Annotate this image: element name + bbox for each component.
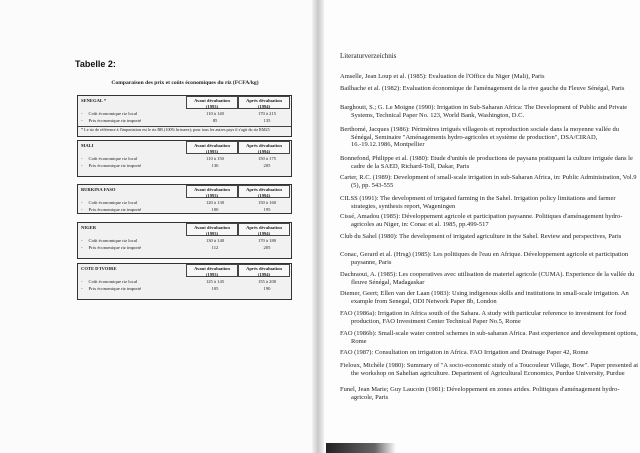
reference-entry: Dachraoui, A. (1985): Les cooperatives avec utilisation de materiel agricole (CUMA). Experience de la vallée du fleuve Sénégal, Madagaskar [340, 271, 635, 286]
reference-entry: Fieloux, Michèle (1980): Summary of "A socio-economic study of a Toucouleur Village, Bow". Paper presented at the workshop on Sahelian agriculture. Department of Agricultural Economics, Purdue University, Purdue [340, 362, 639, 377]
table-row: - Coût économique riz local 110 à 140 170 à 215 [81, 111, 291, 117]
column-header: Avant dévaluation (1993) [186, 96, 238, 109]
table-row: - Coût économique riz local 130 à 140 170 à 180 [81, 238, 291, 244]
reference-entry: FAO (1987): Consultation on irrigation in Africa. FAO Irrigation and Drainage Paper 42, Rome [340, 349, 589, 356]
country-table [77, 263, 292, 300]
table-row: - Prix économique riz importé 85 135 [81, 118, 291, 124]
country-name: NIGER [81, 225, 97, 230]
reference-entry: Carter, R.C. (1989): Development of small-scale irrigation in sub-Saharan Africa, in: Public Administration, Vol.9 (5), pp. 543-555 [340, 174, 637, 189]
country-table [77, 184, 292, 214]
reference-entry: Conac, Gerard et al. (Hrsg) (1985): Les politiques de l'eau en Afrique. Développement agricole et participation paysanne, Paris [340, 251, 629, 266]
column-header: Après dévaluation (1994) [238, 96, 290, 109]
bibliography-title: Literaturverzeichnis [340, 52, 397, 60]
column-header: Après dévaluation (1994) [238, 185, 290, 198]
scan-shadow [326, 443, 396, 453]
column-header: Après dévaluation (1994) [238, 223, 290, 236]
table-row: - Prix économique riz importé 112 205 [81, 245, 291, 251]
reference-entry: Funel, Jean Marie; Guy Laucoin (1981): Développement en zones arides. Politiques d'aménagement hydro-agricole, Paris [340, 386, 620, 401]
reference-entry: Club du Sahel (1980): The development of irrigated agriculture in the Sahel. Review and perspectives, Paris [340, 233, 622, 240]
table-footnote: * Le riz de référence à l'importation est le riz BB (100% brisures); pour tous les autres pays il s'agit du riz RM25 [78, 126, 291, 133]
column-header: Après dévaluation (1994) [238, 141, 290, 154]
country-table [77, 95, 292, 137]
country-name: SENEGAL * [81, 98, 107, 103]
table-row: - Coût économique riz local 125 à 145 155 à 200 [81, 279, 291, 285]
reference-entry: Berthomé, Jacques (1986): Périmètres irrigués villageois et reproduction sociale dans la moyenne vallée du Sénégal, Seminaire "Aménagements hydro-agricoles et système de production", DSA/CIRAD, 16.-19.12.1986, Montpellier [340, 126, 620, 149]
table-row: - Coût économique riz local 120 à 130 150 à 160 [81, 200, 291, 206]
country-table [77, 140, 292, 177]
reference-entry: CILSS (1991): The development of irrigated farming in the Sahel. Irrigation policy limitations and farmer strategies, synthesis report, Wageningen [340, 195, 616, 210]
country-name: BURKINA FASO [81, 187, 116, 192]
reference-entry: Barghouti, S.; G. Le Moigne (1990): Irrigation in Sub-Saharan Africa: The Development of Public and Private Systems, Technical Paper No. 123, World Bank, Washington, D.C. [340, 104, 628, 119]
country-table [77, 222, 292, 259]
table-caption: Comparaison des prix et coûts économiques du riz (FCFA/kg) [111, 80, 259, 86]
reference-entry: Cissé, Amadou (1985): Développement agricole et participation paysanne. Politiques d'aménagement hydro-agricoles au Niger, in: Conac et al. 1985, pp.499-517 [340, 213, 623, 228]
table-title: Tabelle 2: [75, 59, 116, 69]
reference-entry: Amselle, Jean Loup et al. (1985): Evaluation de l'Office du Niger (Mali), Paris [340, 73, 545, 80]
country-name: COTE D'IVOIRE [81, 266, 117, 271]
column-header: Avant dévaluation (1993) [186, 223, 238, 236]
reference-entry: Diemer, Geert; Ellen van der Laan (1983): Using indigenous skills and institutions in small-scale irrigation. An example from Senegal, ODI Network Paper 8b, London [340, 290, 629, 305]
table-row: - Coût économique riz local 110 à 150 150 à 175 [81, 156, 291, 162]
column-header: Avant dévaluation (1993) [186, 185, 238, 198]
column-header: Avant dévaluation (1993) [186, 264, 238, 277]
column-header: Après dévaluation (1994) [238, 264, 290, 277]
reference-entry: FAO (1986a): Irrigation in Africa south of the Sahara. A study with particular reference to investment for food production, FAO Investment Center Technical Paper No.5, Rome [340, 310, 627, 325]
reference-entry: Bonnefond, Philippe et al. (1980): Etude d'unités de productions de paysans pratiquant la culture irriguée dans le cadre de la SAED, Richard-Toll, Dakar, Paris [340, 155, 633, 170]
table-row: - Prix économique riz importé 130 205 [81, 163, 291, 169]
book-gutter [312, 0, 324, 453]
table-row: - Prix économique riz importé 105 190 [81, 286, 291, 292]
reference-entry: Bailhache et al. (1982): Evaluation économique de l'aménagement de la rive gauche du Fleuve Sénégal, Paris [340, 85, 625, 92]
table-row: - Prix économique riz importé 100 195 [81, 207, 291, 213]
country-name: MALI [81, 143, 94, 148]
reference-entry: FAO (1986b): Small-scale water control schemes in sub-saharan Africa. Past experience and development options, Rome [340, 330, 638, 345]
column-header: Avant dévaluation (1993) [186, 141, 238, 154]
